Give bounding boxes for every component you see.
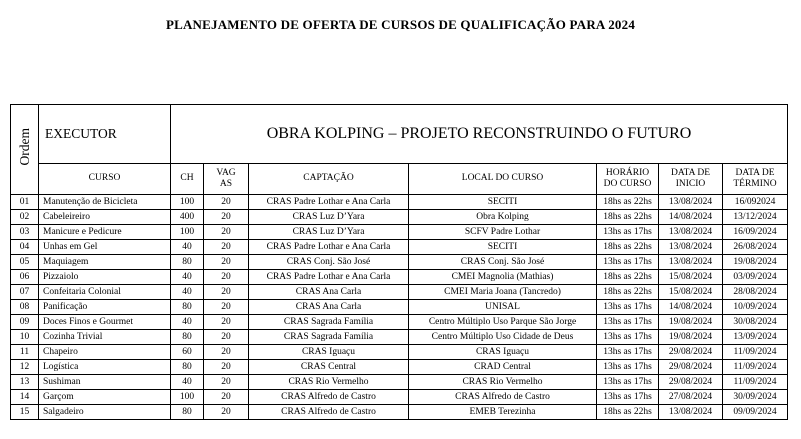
vagas-cell: 20 (204, 195, 249, 210)
curso-cell: Cozinha Trivial (39, 330, 171, 345)
ordem-cell: 15 (11, 405, 39, 420)
data-termino-cell: 03/09/2024 (723, 270, 788, 285)
horario-cell: 18hs as 22hs (597, 405, 659, 420)
ordem-cell: 07 (11, 285, 39, 300)
ch-cell: 100 (171, 195, 204, 210)
captacao-cell: CRAS Padre Lothar e Ana Carla (249, 195, 409, 210)
header-row-columns (11, 164, 788, 195)
captacao-cell: CRAS Padre Lothar e Ana Carla (249, 240, 409, 255)
table-row (11, 375, 788, 390)
data-termino-cell: 11/09/2024 (723, 360, 788, 375)
data-inicio-cell: 13/08/2024 (659, 240, 723, 255)
ch-cell: 80 (171, 405, 204, 420)
ch-cell: 40 (171, 315, 204, 330)
data-termino-cell: 13/09/2024 (723, 330, 788, 345)
local-do-curso-cell: SCFV Padre Lothar (409, 225, 597, 240)
table-row (11, 330, 788, 345)
data-inicio-cell: 27/08/2024 (659, 390, 723, 405)
col-header-data-de-termino: DATA DE TÉRMINO (723, 164, 788, 195)
captacao-cell: CRAS Sagrada Família (249, 330, 409, 345)
ordem-cell: 08 (11, 300, 39, 315)
captacao-cell: CRAS Alfredo de Castro (249, 390, 409, 405)
captacao-cell: CRAS Iguaçu (249, 345, 409, 360)
vagas-cell: 20 (204, 330, 249, 345)
page-title: PLANEJAMENTO DE OFERTA DE CURSOS DE QUALIFICAÇÃO PARA 2024 (165, 17, 636, 32)
vagas-cell: 20 (204, 375, 249, 390)
local-do-curso-cell: CRAD Central (409, 360, 597, 375)
col-header-vagas (204, 164, 249, 195)
data-termino-cell: 10/09/2024 (723, 300, 788, 315)
curso-cell: Maquiagem (39, 255, 171, 270)
table-row (11, 405, 788, 420)
table-row (11, 360, 788, 375)
data-termino-cell: 09/09/2024 (723, 405, 788, 420)
vagas-cell: 20 (204, 360, 249, 375)
data-termino-cell: 30/09/2024 (723, 390, 788, 405)
local-do-curso-cell: CMEI Magnolia (Mathias) (409, 270, 597, 285)
table-row (11, 300, 788, 315)
table-row (11, 210, 788, 225)
horario-cell: 13hs as 17hs (597, 255, 659, 270)
vagas-cell: 20 (204, 345, 249, 360)
course-planning-table (10, 104, 788, 420)
captacao-cell: CRAS Rio Vermelho (249, 375, 409, 390)
data-inicio-cell: 15/08/2024 (659, 285, 723, 300)
captacao-cell: CRAS Ana Carla (249, 285, 409, 300)
data-termino-cell: 13/12/2024 (723, 210, 788, 225)
data-inicio-cell: 14/08/2024 (659, 300, 723, 315)
table-row (11, 285, 788, 300)
horario-cell: 13hs as 17hs (597, 375, 659, 390)
ch-cell: 100 (171, 225, 204, 240)
table-body (11, 195, 788, 420)
local-do-curso-cell: UNISAL (409, 300, 597, 315)
curso-cell: Cabeleireiro (39, 210, 171, 225)
ordem-cell: 06 (11, 270, 39, 285)
captacao-cell: CRAS Ana Carla (249, 300, 409, 315)
data-termino-cell: 16/09/2024 (723, 225, 788, 240)
data-inicio-cell: 29/08/2024 (659, 345, 723, 360)
local-do-curso-cell: CRAS Conj. São José (409, 255, 597, 270)
horario-cell: 13hs as 17hs (597, 225, 659, 240)
ordem-cell: 02 (11, 210, 39, 225)
horario-cell: 13hs as 17hs (597, 300, 659, 315)
captacao-cell: CRAS Alfredo de Castro (249, 405, 409, 420)
vagas-cell: 20 (204, 270, 249, 285)
ch-cell: 40 (171, 375, 204, 390)
ordem-cell: 05 (11, 255, 39, 270)
local-do-curso-cell: CRAS Iguaçu (409, 345, 597, 360)
curso-cell: Manicure e Pedicure (39, 225, 171, 240)
vagas-cell: 20 (204, 210, 249, 225)
table-row (11, 225, 788, 240)
vagas-cell: 20 (204, 285, 249, 300)
data-inicio-cell: 29/08/2024 (659, 375, 723, 390)
captacao-cell: CRAS Luz D’Yara (249, 225, 409, 240)
ch-cell: 400 (171, 210, 204, 225)
col-header-vagas-label: VAGAS (216, 167, 236, 189)
table-row (11, 315, 788, 330)
horario-cell: 18hs as 22hs (597, 285, 659, 300)
col-header-local-do-curso: LOCAL DO CURSO (409, 164, 597, 195)
ch-cell: 60 (171, 345, 204, 360)
table-row (11, 270, 788, 285)
vagas-cell: 20 (204, 390, 249, 405)
horario-cell: 13hs as 17hs (597, 330, 659, 345)
curso-cell: Panificação (39, 300, 171, 315)
data-inicio-cell: 13/08/2024 (659, 195, 723, 210)
ordem-cell: 11 (11, 345, 39, 360)
horario-cell: 13hs as 17hs (597, 345, 659, 360)
data-inicio-cell: 13/08/2024 (659, 405, 723, 420)
ordem-label: Ordem (16, 128, 32, 166)
data-inicio-cell: 29/08/2024 (659, 360, 723, 375)
captacao-cell: CRAS Conj. São José (249, 255, 409, 270)
ordem-cell: 04 (11, 240, 39, 255)
data-termino-cell: 11/09/2024 (723, 375, 788, 390)
ch-cell: 80 (171, 300, 204, 315)
curso-cell: Garçom (39, 390, 171, 405)
col-header-ch: CH (171, 164, 204, 195)
header-row-top (11, 105, 788, 164)
data-termino-cell: 11/09/2024 (723, 345, 788, 360)
data-inicio-cell: 15/08/2024 (659, 270, 723, 285)
data-inicio-cell: 13/08/2024 (659, 225, 723, 240)
table-row (11, 195, 788, 210)
horario-cell: 18hs as 22hs (597, 210, 659, 225)
ch-cell: 80 (171, 255, 204, 270)
executor-header: EXECUTOR (39, 105, 171, 164)
ordem-cell: 03 (11, 225, 39, 240)
ordem-cell: 10 (11, 330, 39, 345)
table-row (11, 240, 788, 255)
curso-cell: Pizzaiolo (39, 270, 171, 285)
data-termino-cell: 26/08/2024 (723, 240, 788, 255)
table-row (11, 345, 788, 360)
vagas-cell: 20 (204, 225, 249, 240)
captacao-cell: CRAS Padre Lothar e Ana Carla (249, 270, 409, 285)
local-do-curso-cell: CRAS Rio Vermelho (409, 375, 597, 390)
col-header-captacao: CAPTAÇÃO (249, 164, 409, 195)
captacao-cell: CRAS Sagrada Família (249, 315, 409, 330)
curso-cell: Manutenção de Bicicleta (39, 195, 171, 210)
ordem-cell: 14 (11, 390, 39, 405)
curso-cell: Logística (39, 360, 171, 375)
local-do-curso-cell: SECITI (409, 240, 597, 255)
horario-cell: 13hs as 17hs (597, 315, 659, 330)
project-title-header: OBRA KOLPING – PROJETO RECONSTRUINDO O FUTURO (171, 105, 788, 164)
captacao-cell: CRAS Luz D’Yara (249, 210, 409, 225)
data-inicio-cell: 13/08/2024 (659, 255, 723, 270)
vagas-cell: 20 (204, 240, 249, 255)
ch-cell: 80 (171, 360, 204, 375)
col-header-data-de-inicio: DATA DE INICIO (659, 164, 723, 195)
vagas-cell: 20 (204, 300, 249, 315)
horario-cell: 18hs as 22hs (597, 195, 659, 210)
horario-cell: 18hs as 22hs (597, 270, 659, 285)
local-do-curso-cell: Obra Kolping (409, 210, 597, 225)
ch-cell: 80 (171, 330, 204, 345)
data-termino-cell: 30/08/2024 (723, 315, 788, 330)
data-inicio-cell: 19/08/2024 (659, 330, 723, 345)
data-inicio-cell: 14/08/2024 (659, 210, 723, 225)
curso-cell: Sushiman (39, 375, 171, 390)
local-do-curso-cell: Centro Múltiplo Uso Cidade de Deus (409, 330, 597, 345)
vagas-cell: 20 (204, 255, 249, 270)
curso-cell: Salgadeiro (39, 405, 171, 420)
table-row (11, 390, 788, 405)
ordem-column-header (11, 105, 39, 195)
ch-cell: 40 (171, 240, 204, 255)
ordem-cell: 01 (11, 195, 39, 210)
ch-cell: 40 (171, 285, 204, 300)
data-inicio-cell: 19/08/2024 (659, 315, 723, 330)
curso-cell: Confeitaria Colonial (39, 285, 171, 300)
local-do-curso-cell: EMEB Terezinha (409, 405, 597, 420)
col-header-horario-do-curso: HORÁRIO DO CURSO (597, 164, 659, 195)
horario-cell: 18hs as 22hs (597, 240, 659, 255)
vagas-cell: 20 (204, 405, 249, 420)
ordem-cell: 09 (11, 315, 39, 330)
table-row (11, 255, 788, 270)
curso-cell: Doces Finos e Gourmet (39, 315, 171, 330)
data-termino-cell: 19/08/2024 (723, 255, 788, 270)
curso-cell: Chapeiro (39, 345, 171, 360)
curso-cell: Unhas em Gel (39, 240, 171, 255)
horario-cell: 13hs as 17hs (597, 360, 659, 375)
data-termino-cell: 16/092024 (723, 195, 788, 210)
col-header-curso: CURSO (39, 164, 171, 195)
ordem-cell: 13 (11, 375, 39, 390)
ch-cell: 40 (171, 270, 204, 285)
vagas-cell: 20 (204, 315, 249, 330)
local-do-curso-cell: SECITI (409, 195, 597, 210)
local-do-curso-cell: Centro Múltiplo Uso Parque São Jorge (409, 315, 597, 330)
ch-cell: 100 (171, 390, 204, 405)
data-termino-cell: 28/08/2024 (723, 285, 788, 300)
local-do-curso-cell: CRAS Alfredo de Castro (409, 390, 597, 405)
ordem-cell: 12 (11, 360, 39, 375)
local-do-curso-cell: CMEI Maria Joana (Tancredo) (409, 285, 597, 300)
captacao-cell: CRAS Central (249, 360, 409, 375)
horario-cell: 13hs as 17hs (597, 390, 659, 405)
